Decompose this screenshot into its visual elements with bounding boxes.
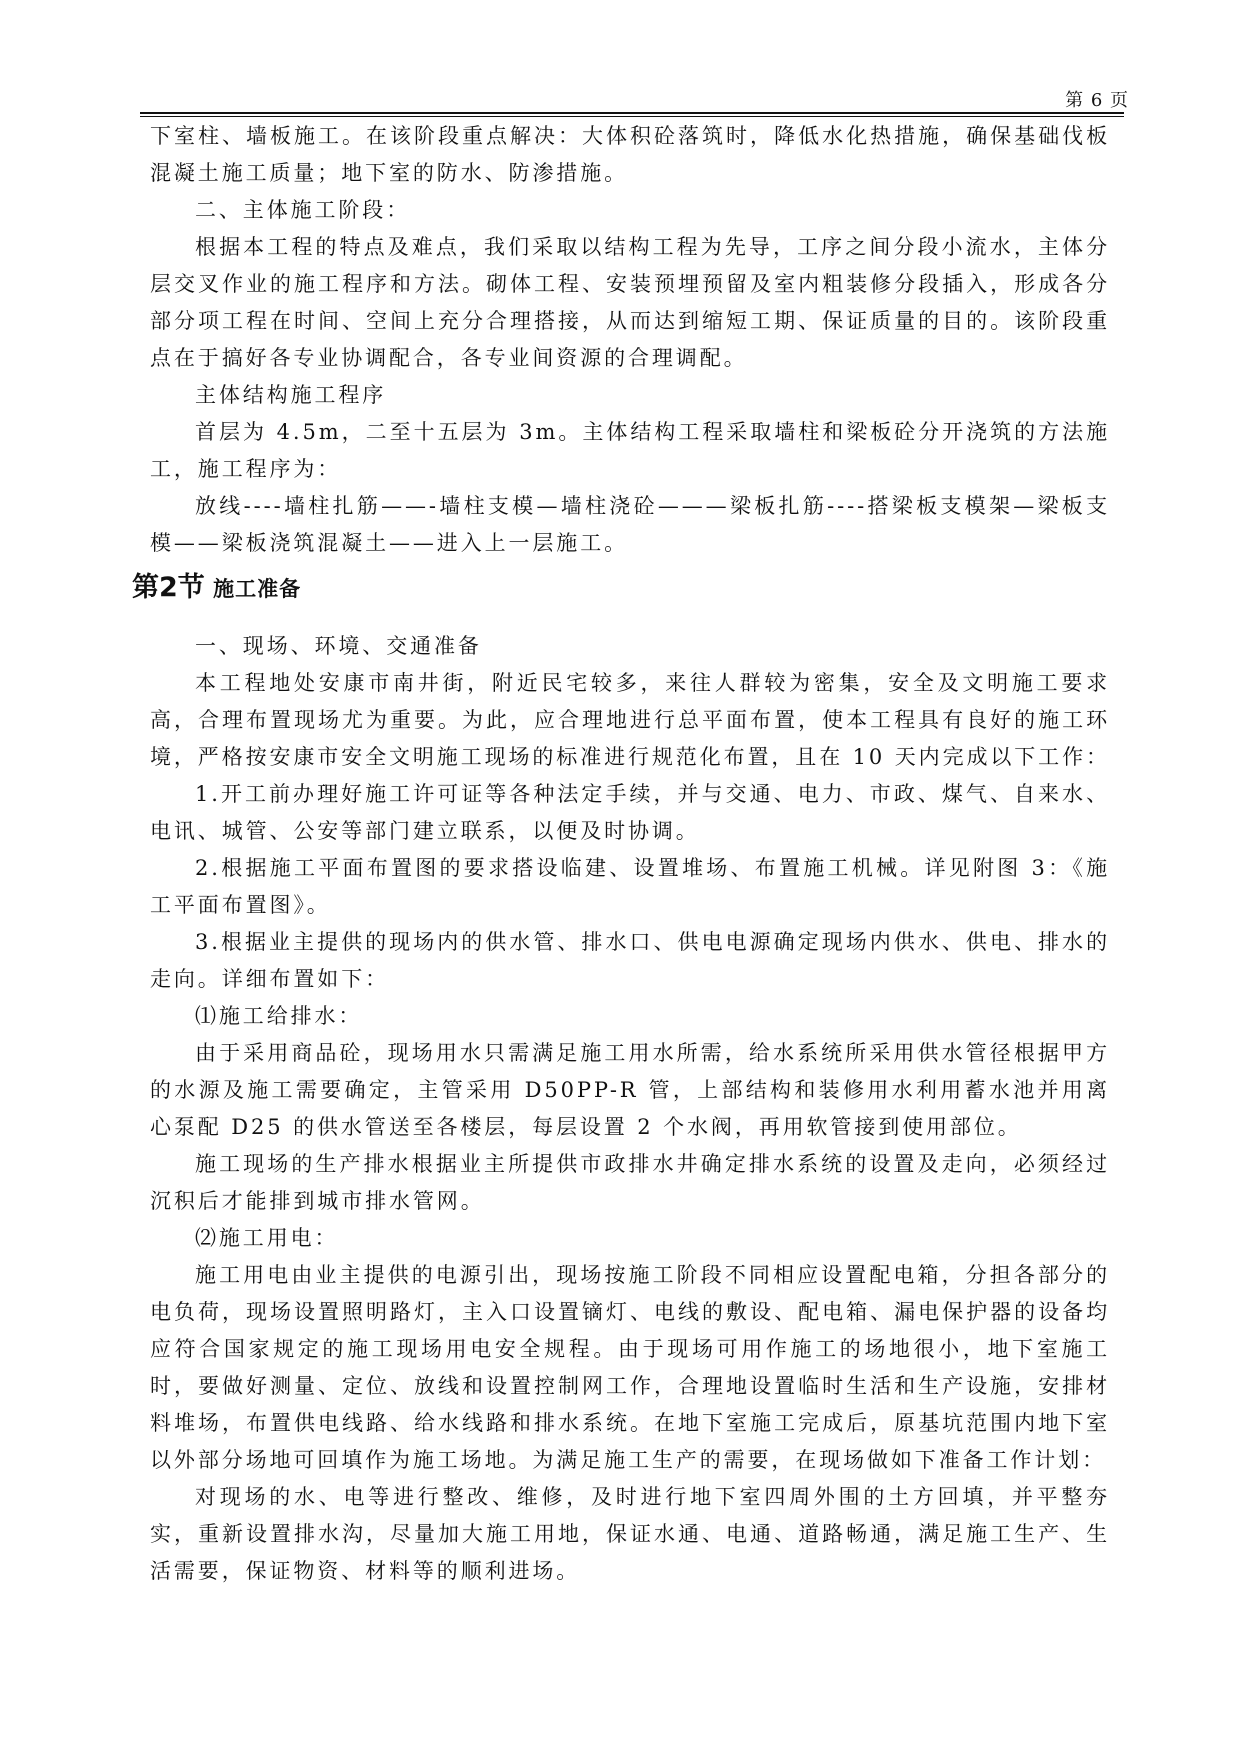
section-heading xyxy=(132,565,301,604)
paragraph: 本工程地处安康市南井街，附近民宅较多，来往人群较为密集，安全及文明施工要求高，合理布置现场尤为重要。为此，应合理地进行总平面布置，使本工程具有良好的施工环境，严格按安康市安全文明施工现场的标准进行规范化布置，且在 10 天内完成以下工作： xyxy=(150,671,1110,769)
list-item: 2.根据施工平面布置图的要求搭设临建、设置堆场、布置施工机械。详见附图 3：《施工平面布置图》。 xyxy=(150,856,1110,917)
subheading-power-supply: ⑵施工用电： xyxy=(195,1226,339,1250)
paragraph: 施工用电由业主提供的电源引出，现场按施工阶段不同相应设置配电箱，分担各部分的电负荷，现场设置照明路灯，主入口设置镝灯、电线的敷设、配电箱、漏电保护器的设备均应符合国家规定的施工现场用电安全规程。由于现场可用作施工的场地很小，地下室施工时，要做好测量、定位、放线和设置控制网工作，合理地设置临时生活和生产设施，安排材料堆场，布置供电线路、给水线路和排水系统。在地下室施工完成后，原基坑范围内地下室以外部分场地可回填作为施工场地。为满足施工生产的需要，在现场做如下准备工作计划： xyxy=(150,1263,1110,1472)
list-item: 1.开工前办理好施工许可证等各种法定手续，并与交通、电力、市政、煤气、自来水、电讯、城管、公安等部门建立联系，以便及时协调。 xyxy=(150,782,1110,843)
section-title: 施工准备 xyxy=(213,577,302,601)
header-rule xyxy=(140,112,1124,114)
section2-body xyxy=(150,628,1110,1590)
subheading-main-construction-stage: 二、主体施工阶段： xyxy=(195,198,411,222)
paragraph: 下室柱、墙板施工。在该阶段重点解决：大体积砼落筑时，降低水化热措施，确保基础伐板混凝土施工质量；地下室的防水、防渗措施。 xyxy=(150,124,1110,185)
paragraph: 根据本工程的特点及难点，我们采取以结构工程为先导，工序之间分段小流水，主体分层交叉作业的施工程序和方法。砌体工程、安装预埋预留及室内粗装修分段插入，形成各分部分项工程在时间、空间上充分合理搭接，从而达到缩短工期、保证质量的目的。该阶段重点在于搞好各专业协调配合，各专业间资源的合理调配。 xyxy=(150,235,1110,370)
header-rule-thin xyxy=(140,116,1124,117)
subheading-structure-sequence: 主体结构施工程序 xyxy=(195,383,387,407)
subheading-water-supply: ⑴施工给排水： xyxy=(195,1004,363,1028)
subheading-site-preparation: 一、现场、环境、交通准备 xyxy=(195,634,482,658)
paragraph: 对现场的水、电等进行整改、维修，及时进行地下室四周外围的土方回填，并平整夯实，重新设置排水沟，尽量加大施工用地，保证水通、电通、道路畅通，满足施工生产、生活需要，保证物资、材料等的顺利进场。 xyxy=(150,1485,1110,1583)
list-item: 3.根据业主提供的现场内的供水管、排水口、供电电源确定现场内供水、供电、排水的走向。详细布置如下： xyxy=(150,930,1110,991)
section1-body xyxy=(150,118,1110,562)
paragraph: 施工现场的生产排水根据业主所提供市政排水井确定排水系统的设置及走向，必须经过沉积后才能排到城市排水管网。 xyxy=(150,1152,1110,1213)
paragraph: 放线----墙柱扎筋——-墙柱支模—墙柱浇砼———梁板扎筋----搭梁板支模架—梁板支模——梁板浇筑混凝土——进入上一层施工。 xyxy=(150,494,1110,555)
paragraph: 由于采用商品砼，现场用水只需满足施工用水所需，给水系统所采用供水管径根据甲方的水源及施工需要确定，主管采用 D50PP-R 管，上部结构和装修用水利用蓄水池并用离心泵配 D25 的供水管送至各楼层，每层设置 2 个水阀，再用软管接到使用部位。 xyxy=(150,1041,1110,1139)
page-number: 第 6 页 xyxy=(1065,90,1129,111)
paragraph: 首层为 4.5m，二至十五层为 3m。主体结构工程采取墙柱和梁板砼分开浇筑的方法施工，施工程序为： xyxy=(150,420,1110,481)
section-number: 第2节 xyxy=(132,572,205,603)
